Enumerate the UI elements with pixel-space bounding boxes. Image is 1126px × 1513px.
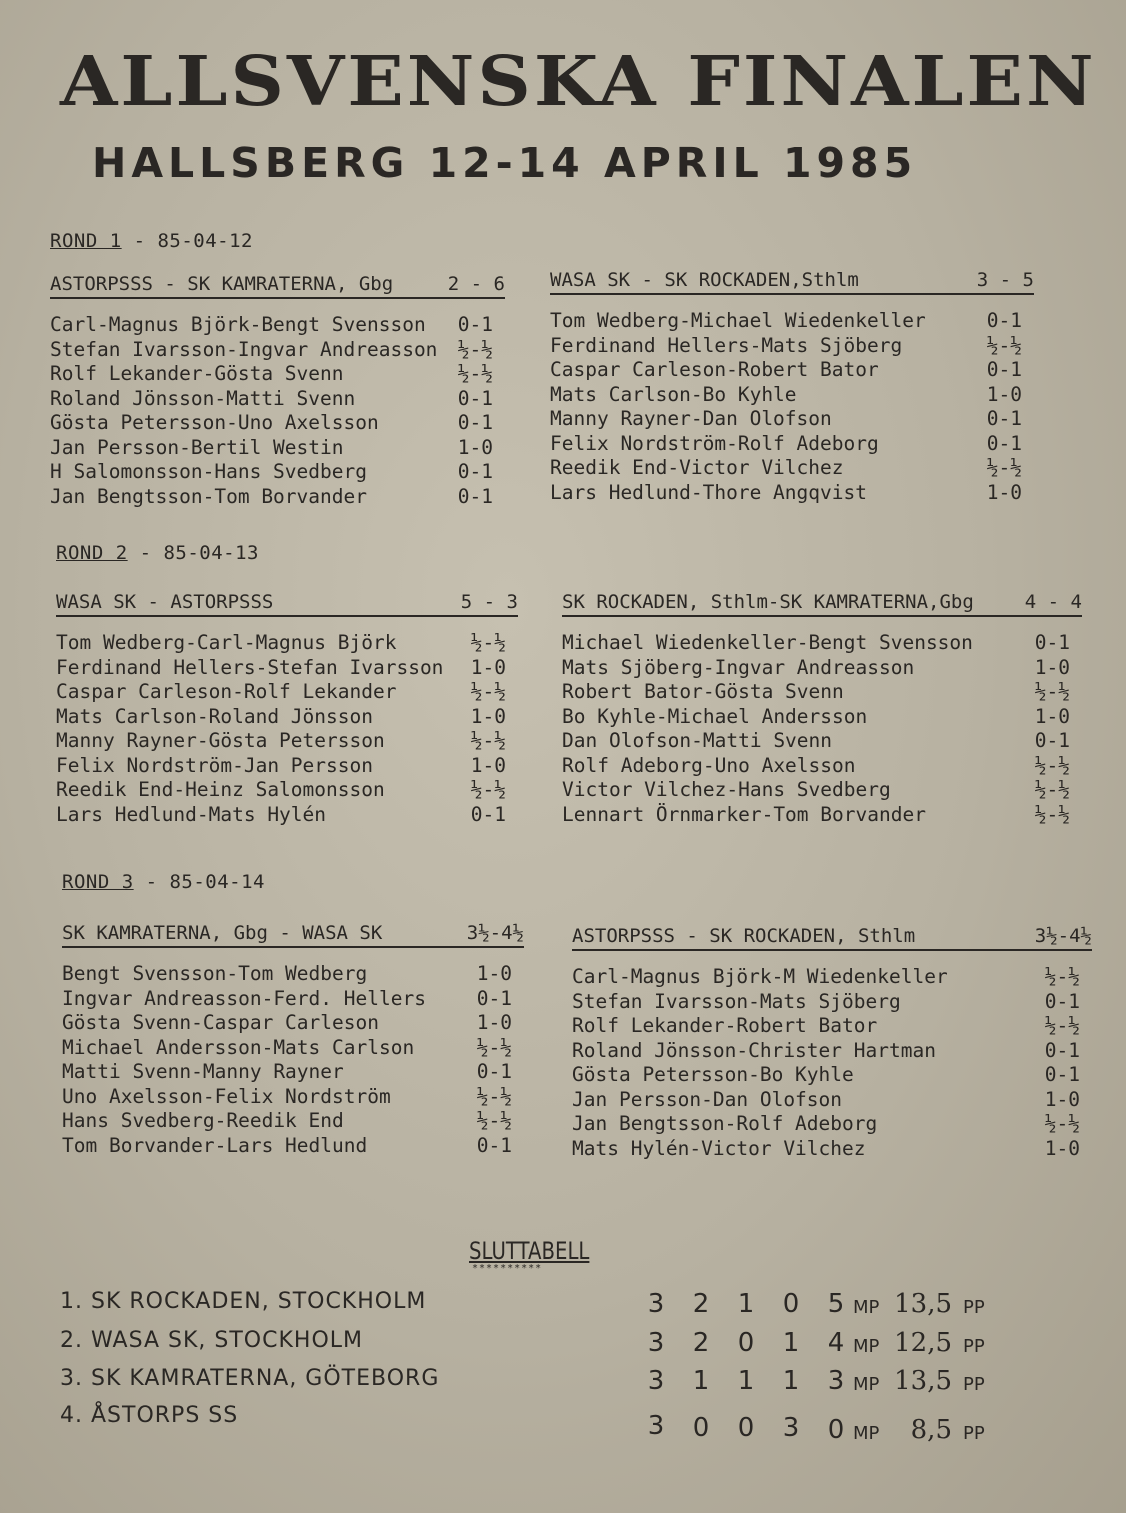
game-row (550, 481, 1034, 506)
game-players: Manny Rayner-Dan Olofson (550, 407, 832, 430)
round-1-label (50, 230, 253, 252)
game-result: 0-1 (986, 431, 1022, 455)
game-row (550, 432, 1034, 457)
game-row (572, 990, 1092, 1015)
game-players: Ferdinand Hellers-Mats Sjöberg (550, 333, 903, 357)
game-players: Tom Borvander-Lars Hedlund (62, 1133, 368, 1157)
standings-underline: ********** (472, 1263, 543, 1274)
game-row (572, 1014, 1092, 1039)
game-row (550, 407, 1034, 432)
game-row (550, 383, 1034, 408)
game-result: 1-0 (1044, 1136, 1080, 1160)
match-r3-2 (572, 925, 1092, 1161)
match-score: 4 - 4 (1024, 591, 1082, 613)
match-r1-1 (50, 273, 505, 509)
game-result: 1-0 (476, 962, 512, 985)
standings-team (60, 1403, 238, 1428)
game-players: Reedik End-Victor Vilchez (550, 456, 844, 479)
game-result: ½-½ (470, 680, 506, 703)
pp-unit: PP (963, 1297, 985, 1318)
game-players: Rolf Adeborg-Uno Axelsson (562, 753, 856, 777)
game-row (50, 338, 505, 363)
game-result: 1-0 (986, 382, 1022, 406)
round-2-label (56, 542, 259, 564)
game-row (56, 705, 518, 730)
standings-mp: 5 (827, 1289, 845, 1319)
standings-rank: 1. (60, 1289, 83, 1314)
standings-row (60, 1289, 1060, 1325)
game-players: Roland Jönsson-Christer Hartman (572, 1038, 936, 1062)
match-teams: WASA SK - SK ROCKADEN,Sthlm (550, 269, 859, 291)
game-result: ½-½ (470, 729, 506, 752)
game-players: Mats Carlson-Roland Jönsson (56, 704, 373, 728)
standings-played: 3 (647, 1328, 665, 1358)
standings-team-name: SK ROCKADEN, STOCKHOLM (91, 1289, 427, 1314)
game-result: 0-1 (457, 411, 493, 434)
game-row (550, 456, 1034, 481)
game-row (572, 965, 1092, 990)
game-row (572, 1112, 1092, 1137)
game-players: Jan Bengtsson-Rolf Adeborg (572, 1112, 878, 1135)
standings-won: 0 (692, 1413, 710, 1443)
round-3-date: - 85-04-14 (145, 871, 265, 893)
game-players: Dan Olofson-Matti Svenn (562, 729, 833, 752)
game-row (50, 362, 505, 387)
game-players: Rolf Lekander-Robert Bator (572, 1014, 878, 1037)
standings-rank: 4. (60, 1403, 83, 1428)
game-row (56, 656, 518, 681)
standings-pp: 13,5 (894, 1289, 952, 1319)
game-result: 0-1 (986, 309, 1022, 332)
game-row (62, 1134, 524, 1159)
game-players: Carl-Magnus Björk-M Wiedenkeller (572, 965, 948, 988)
game-result: 1-0 (457, 435, 493, 459)
game-players: Matti Svenn-Manny Rayner (62, 1060, 344, 1083)
game-players: Tom Wedberg-Michael Wiedenkeller (550, 309, 926, 332)
game-players: Rolf Lekander-Gösta Svenn (50, 362, 344, 385)
round-2-name: ROND 2 (56, 542, 128, 564)
game-row (550, 358, 1034, 383)
pp-unit: PP (963, 1336, 985, 1357)
game-row (62, 987, 524, 1012)
game-result: ½-½ (470, 778, 506, 801)
game-result: 0-1 (457, 484, 493, 508)
game-result: 0-1 (1044, 1063, 1080, 1086)
standings-won: 1 (692, 1366, 710, 1396)
standings-drawn: 1 (737, 1366, 755, 1396)
game-row (56, 803, 518, 828)
game-result: 0-1 (476, 986, 512, 1010)
match-r2-2 (562, 591, 1082, 827)
game-players: Bo Kyhle-Michael Andersson (562, 704, 868, 728)
standings-lost: 0 (782, 1289, 800, 1319)
page-title: ALLSVENSKA FINALEN (60, 42, 1097, 122)
game-players: Felix Nordström-Rolf Adeborg (550, 431, 879, 455)
game-result: 0-1 (457, 313, 493, 336)
game-row (56, 631, 518, 656)
round-3-name: ROND 3 (62, 871, 134, 893)
game-row (62, 962, 524, 987)
game-row (50, 313, 505, 338)
game-result: 0-1 (476, 1133, 512, 1157)
game-row (50, 460, 505, 485)
game-players: Felix Nordström-Jan Persson (56, 753, 373, 777)
event-subtitle: HALLSBERG 12-14 APRIL 1985 (92, 139, 918, 187)
game-result: ½-½ (986, 456, 1022, 479)
game-result: ½-½ (1034, 753, 1070, 777)
game-row (562, 705, 1082, 730)
standings-drawn: 1 (737, 1289, 755, 1319)
game-result: 1-0 (476, 1011, 512, 1034)
game-players: Manny Rayner-Gösta Petersson (56, 729, 385, 752)
standings-lost: 1 (782, 1366, 800, 1396)
game-players: Uno Axelsson-Felix Nordström (62, 1084, 391, 1108)
standings-drawn: 0 (737, 1328, 755, 1358)
standings-pp: 13,5 (894, 1366, 952, 1396)
game-players: Mats Carlson-Bo Kyhle (550, 382, 797, 406)
game-row (562, 656, 1082, 681)
game-players: Hans Svedberg-Reedik End (62, 1109, 344, 1132)
match-r1-2 (550, 269, 1034, 505)
game-players: Jan Persson-Bertil Westin (50, 435, 344, 459)
game-result: ½-½ (476, 1035, 512, 1059)
game-row (562, 729, 1082, 754)
game-row (56, 778, 518, 803)
match-teams: ASTORPSSS - SK KAMRATERNA, Gbg (50, 273, 394, 295)
game-row (56, 754, 518, 779)
match-header (62, 922, 524, 948)
standings-team (60, 1289, 426, 1314)
game-result: 0-1 (986, 407, 1022, 430)
match-teams: ASTORPSSS - SK ROCKADEN, Sthlm (572, 925, 916, 947)
game-row (562, 803, 1082, 828)
match-score: 5 - 3 (460, 591, 518, 613)
standings-lost: 1 (782, 1328, 800, 1358)
game-result: 1-0 (1044, 1087, 1080, 1111)
game-players: Michael Wiedenkeller-Bengt Svensson (562, 631, 973, 654)
game-result: ½-½ (1034, 778, 1070, 801)
standings-played: 3 (647, 1411, 665, 1441)
standings-mp: 0 (827, 1415, 845, 1445)
game-players: Tom Wedberg-Carl-Magnus Björk (56, 631, 397, 654)
game-result: ½-½ (476, 1084, 512, 1108)
match-teams: WASA SK - ASTORPSSS (56, 591, 274, 613)
game-players: Lennart Örnmarker-Tom Borvander (562, 802, 926, 826)
game-row (56, 729, 518, 754)
match-r2-1 (56, 591, 518, 827)
game-row (550, 309, 1034, 334)
standings-mp: 4 (827, 1328, 845, 1358)
game-players: Carl-Magnus Björk-Bengt Svensson (50, 313, 426, 336)
game-players: Jan Bengtsson-Tom Borvander (50, 484, 367, 508)
mp-unit: MP (853, 1423, 880, 1444)
game-result: ½-½ (457, 362, 493, 385)
round-2-date: - 85-04-13 (139, 542, 259, 564)
game-result: 0-1 (986, 358, 1022, 381)
game-players: Robert Bator-Gösta Svenn (562, 680, 844, 703)
match-teams: SK ROCKADEN, Sthlm-SK KAMRATERNA,Gbg (562, 591, 974, 613)
game-players: Caspar Carleson-Rolf Lekander (56, 680, 397, 703)
game-row (62, 1060, 524, 1085)
game-players: Gösta Svenn-Caspar Carleson (62, 1011, 379, 1034)
game-result: ½-½ (1044, 1112, 1080, 1135)
game-row (562, 754, 1082, 779)
game-row (56, 680, 518, 705)
standings-lost: 3 (782, 1413, 800, 1443)
standings-mp: 3 (827, 1366, 845, 1396)
standings-team (60, 1328, 363, 1353)
match-header (572, 925, 1092, 951)
game-players: Stefan Ivarsson-Mats Sjöberg (572, 989, 901, 1013)
standings-row (60, 1328, 1060, 1364)
game-row (562, 631, 1082, 656)
game-players: Victor Vilchez-Hans Svedberg (562, 778, 891, 801)
match-header (50, 273, 505, 299)
round-3-label (62, 871, 265, 893)
standings-team-name: WASA SK, STOCKHOLM (91, 1328, 363, 1353)
game-players: Lars Hedlund-Mats Hylén (56, 802, 327, 826)
standings-won: 2 (692, 1328, 710, 1358)
standings-row (60, 1366, 1060, 1402)
game-row (572, 1039, 1092, 1064)
match-score: 2 - 6 (447, 273, 505, 295)
game-result: ½-½ (1044, 965, 1080, 988)
game-players: Gösta Petersson-Uno Axelsson (50, 411, 379, 434)
game-result: ½-½ (1034, 680, 1070, 703)
game-players: Gösta Petersson-Bo Kyhle (572, 1063, 854, 1086)
game-players: Mats Hylén-Victor Vilchez (572, 1136, 866, 1160)
game-players: Mats Sjöberg-Ingvar Andreasson (562, 655, 915, 679)
game-result: 1-0 (1034, 704, 1070, 728)
match-header (550, 269, 1034, 295)
game-result: 0-1 (1034, 729, 1070, 752)
game-result: 0-1 (470, 802, 506, 826)
game-players: Jan Persson-Dan Olofson (572, 1087, 843, 1111)
match-header (562, 591, 1082, 617)
game-players: H Salomonsson-Hans Svedberg (50, 460, 367, 483)
game-row (50, 485, 505, 510)
game-result: 1-0 (470, 753, 506, 777)
game-row (562, 778, 1082, 803)
game-result: ½-½ (476, 1109, 512, 1132)
game-row (572, 1137, 1092, 1162)
match-score: 3½-4½ (466, 922, 524, 944)
standings-drawn: 0 (737, 1413, 755, 1443)
game-result: 0-1 (457, 386, 493, 410)
game-row (62, 1085, 524, 1110)
match-teams: SK KAMRATERNA, Gbg - WASA SK (62, 922, 383, 944)
pp-unit: PP (963, 1423, 985, 1444)
game-row (572, 1088, 1092, 1113)
match-score: 3 - 5 (976, 269, 1034, 291)
game-row (50, 411, 505, 436)
game-result: ½-½ (986, 333, 1022, 357)
game-players: Lars Hedlund-Thore Angqvist (550, 480, 867, 504)
game-result: ½-½ (470, 631, 506, 654)
game-result: 1-0 (986, 480, 1022, 504)
game-row (62, 1036, 524, 1061)
match-score: 3½-4½ (1034, 925, 1092, 947)
game-players: Ferdinand Hellers-Stefan Ivarsson (56, 655, 444, 679)
match-header (56, 591, 518, 617)
game-result: ½-½ (457, 337, 493, 361)
game-result: 0-1 (1044, 989, 1080, 1013)
game-row (50, 387, 505, 412)
standings-rank: 3. (60, 1366, 83, 1391)
game-players: Michael Andersson-Mats Carlson (62, 1035, 415, 1059)
round-1-name: ROND 1 (50, 230, 122, 252)
game-result: 0-1 (457, 460, 493, 483)
game-result: 1-0 (470, 704, 506, 728)
game-result: ½-½ (1044, 1014, 1080, 1037)
standings-team-name: ÅSTORPS SS (91, 1403, 239, 1428)
game-result: ½-½ (1034, 802, 1070, 826)
game-row (62, 1109, 524, 1134)
game-row (50, 436, 505, 461)
game-players: Stefan Ivarsson-Ingvar Andreasson (50, 337, 438, 361)
standings-pp: 8,5 (910, 1415, 952, 1445)
game-result: 0-1 (1044, 1038, 1080, 1062)
game-result: 1-0 (1034, 655, 1070, 679)
standings-won: 2 (692, 1289, 710, 1319)
game-result: 1-0 (470, 655, 506, 679)
game-players: Caspar Carleson-Robert Bator (550, 358, 879, 381)
game-row (62, 1011, 524, 1036)
standings-played: 3 (647, 1366, 665, 1396)
game-row (572, 1063, 1092, 1088)
match-r3-1 (62, 922, 524, 1158)
mp-unit: MP (853, 1297, 880, 1318)
pp-unit: PP (963, 1374, 985, 1395)
standings-row (60, 1403, 1060, 1445)
game-result: 0-1 (1034, 631, 1070, 654)
standings-team-name: SK KAMRATERNA, GÖTEBORG (91, 1366, 440, 1391)
mp-unit: MP (853, 1336, 880, 1357)
standings-pp: 12,5 (894, 1328, 952, 1358)
game-row (562, 680, 1082, 705)
game-players: Reedik End-Heinz Salomonsson (56, 778, 385, 801)
standings-team (60, 1366, 439, 1391)
game-row (550, 334, 1034, 359)
round-1-date: - 85-04-12 (133, 230, 253, 252)
mp-unit: MP (853, 1374, 880, 1395)
standings-title: SLUTTABELL (469, 1237, 590, 1265)
game-players: Ingvar Andreasson-Ferd. Hellers (62, 986, 426, 1010)
standings-played: 3 (647, 1289, 665, 1319)
standings-rank: 2. (60, 1328, 83, 1353)
game-players: Bengt Svensson-Tom Wedberg (62, 962, 368, 985)
game-players: Roland Jönsson-Matti Svenn (50, 386, 356, 410)
game-result: 0-1 (476, 1060, 512, 1083)
